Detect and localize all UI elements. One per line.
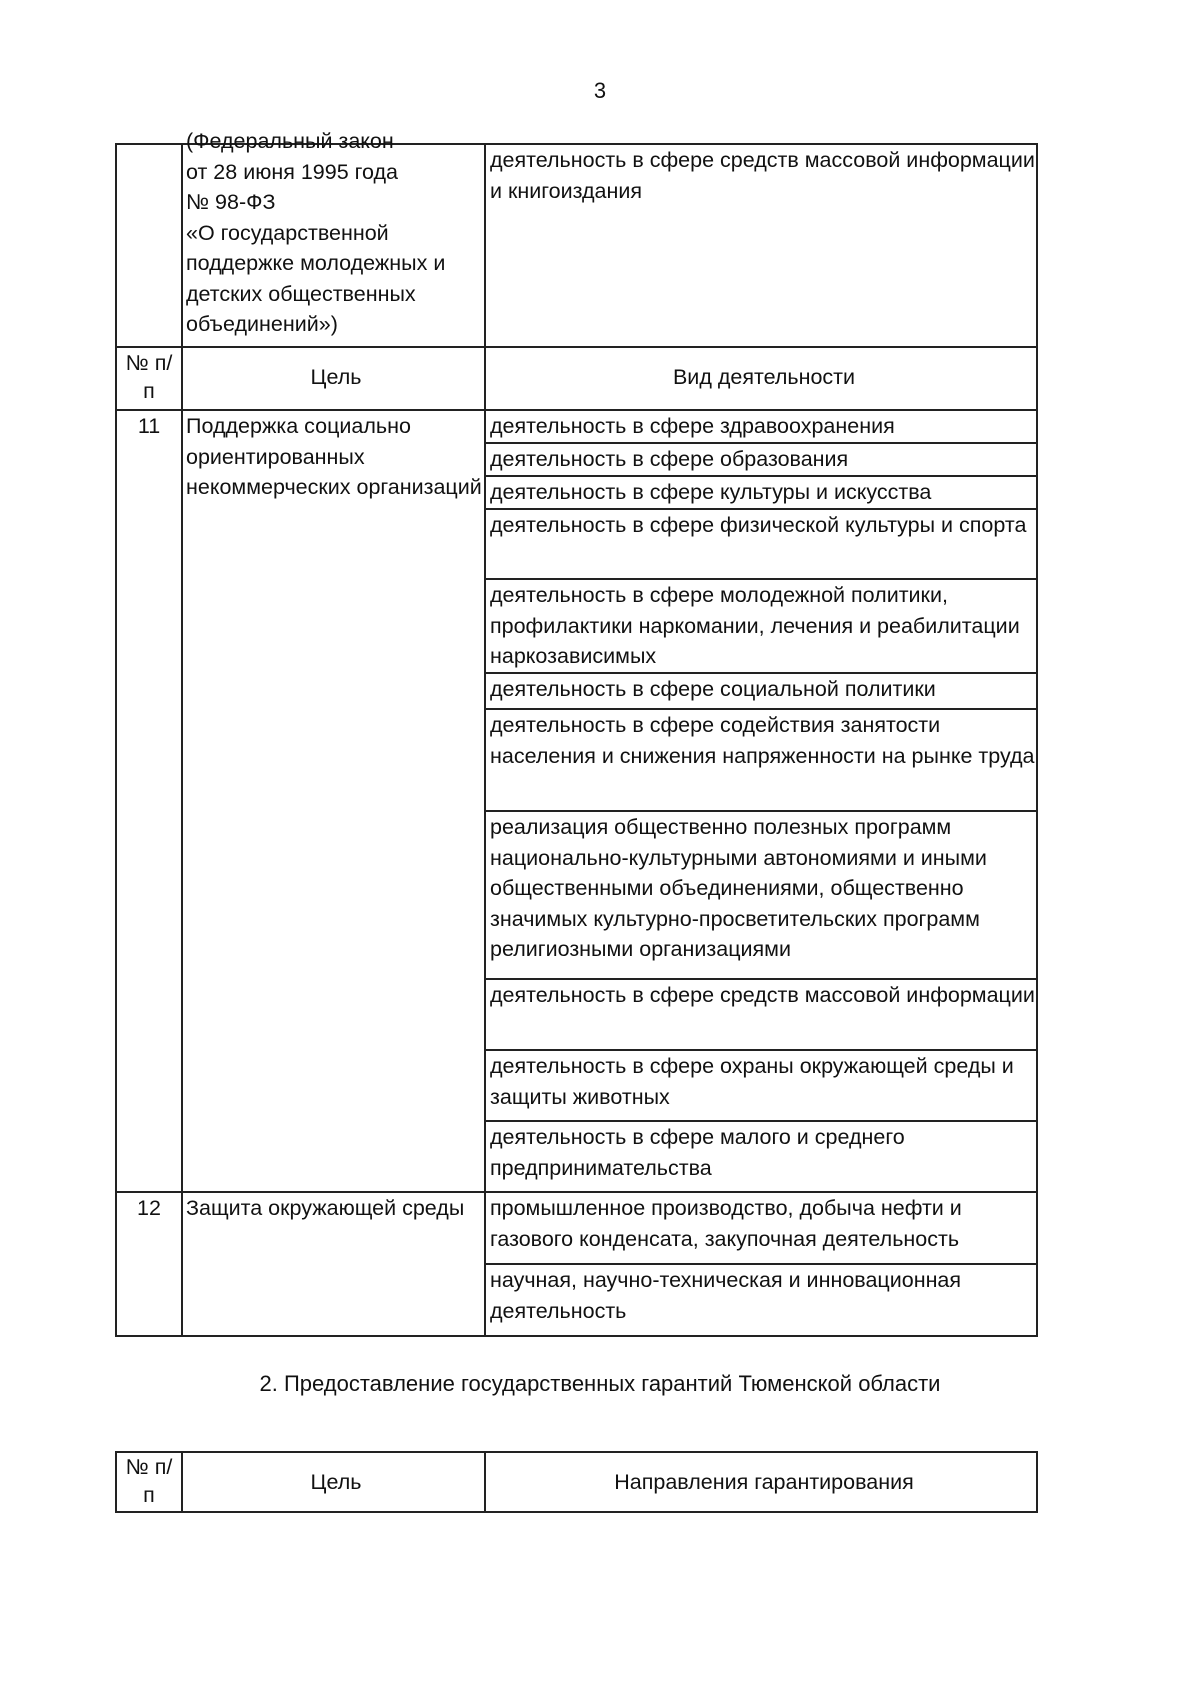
row-11-activity: деятельность в сфере культуры и искусства (490, 480, 932, 504)
row-11-activity: реализация общественно полезных программ национально-культурными автономиями и иными общественными объединениями, общественно значимых культурно-просветительских программ религиозными организациями (490, 815, 987, 961)
table2-border-bottom (115, 1511, 1038, 1513)
row-11-activity: деятельность в сфере охраны окружающей среды и защиты животных (490, 1054, 1014, 1109)
header-goal: Цель (310, 365, 362, 389)
row-12-num: 12 (137, 1196, 161, 1220)
table-border-bottom (115, 1335, 1038, 1337)
goal-line: (Федеральный закон (186, 129, 394, 153)
header-activity: Вид деятельности (672, 365, 856, 389)
row-11-activity: деятельность в сфере социальной политики (490, 677, 936, 701)
row-11-activity: деятельность в сфере малого и среднего предпринимательства (490, 1125, 905, 1180)
row-11-goal: Поддержка социально ориентированных некоммерческих организаций (186, 414, 482, 499)
table2-border-top (115, 1451, 1038, 1453)
header-num: № п/п (125, 351, 173, 403)
goal-line: поддержке молодежных и (186, 251, 446, 275)
table2-column-divider (181, 1451, 183, 1513)
table-column-divider (181, 143, 183, 1337)
row-11-activity: деятельность в сфере здравоохранения (490, 414, 895, 438)
goal-line: детских общественных (186, 281, 416, 306)
section-2-heading: 2. Предоставление государственных гарантий Тюменской области (259, 1371, 941, 1396)
table2-header-goal: Цель (310, 1470, 362, 1494)
continued-activity-cell: деятельность в сфере средств массовой информации и книгоиздания (490, 148, 1035, 203)
row-11-activity: деятельность в сфере средств массовой информации (490, 983, 1035, 1007)
table-border-left (115, 143, 117, 1337)
row-11-activity: деятельность в сфере содействия занятости населения и снижения напряженности на рынке труда (490, 713, 1035, 768)
row-12-goal: Защита окружающей среды (186, 1196, 465, 1220)
table-row-divider (115, 346, 1038, 348)
row-12-activity: промышленное производство, добыча нефти и газового конденсата, закупочная деятельность (490, 1196, 962, 1251)
table2-header-direction: Направления гарантирования (614, 1470, 914, 1494)
page-number: 3 (593, 78, 607, 103)
row-11-activity: деятельность в сфере молодежной политики, профилактики наркомании, лечения и реабилитации наркозависимых (490, 583, 1020, 668)
row-11-activity: деятельность в сфере образования (490, 447, 849, 471)
row-11-num: 11 (137, 414, 161, 438)
continued-goal-cell (184, 126, 486, 344)
goal-line: от 28 июня 1995 года (186, 159, 398, 184)
row-11-activity: деятельность в сфере физической культуры и спорта (490, 513, 1027, 537)
table2-border-left (115, 1451, 117, 1513)
goal-line: № 98-ФЗ (186, 190, 276, 214)
table2-header-num: № п/п (125, 1455, 173, 1507)
row-12-activity: научная, научно-техническая и инновационная деятельность (490, 1268, 962, 1323)
goal-line: «О государственной (186, 220, 389, 245)
goal-line: объединений») (186, 312, 338, 336)
